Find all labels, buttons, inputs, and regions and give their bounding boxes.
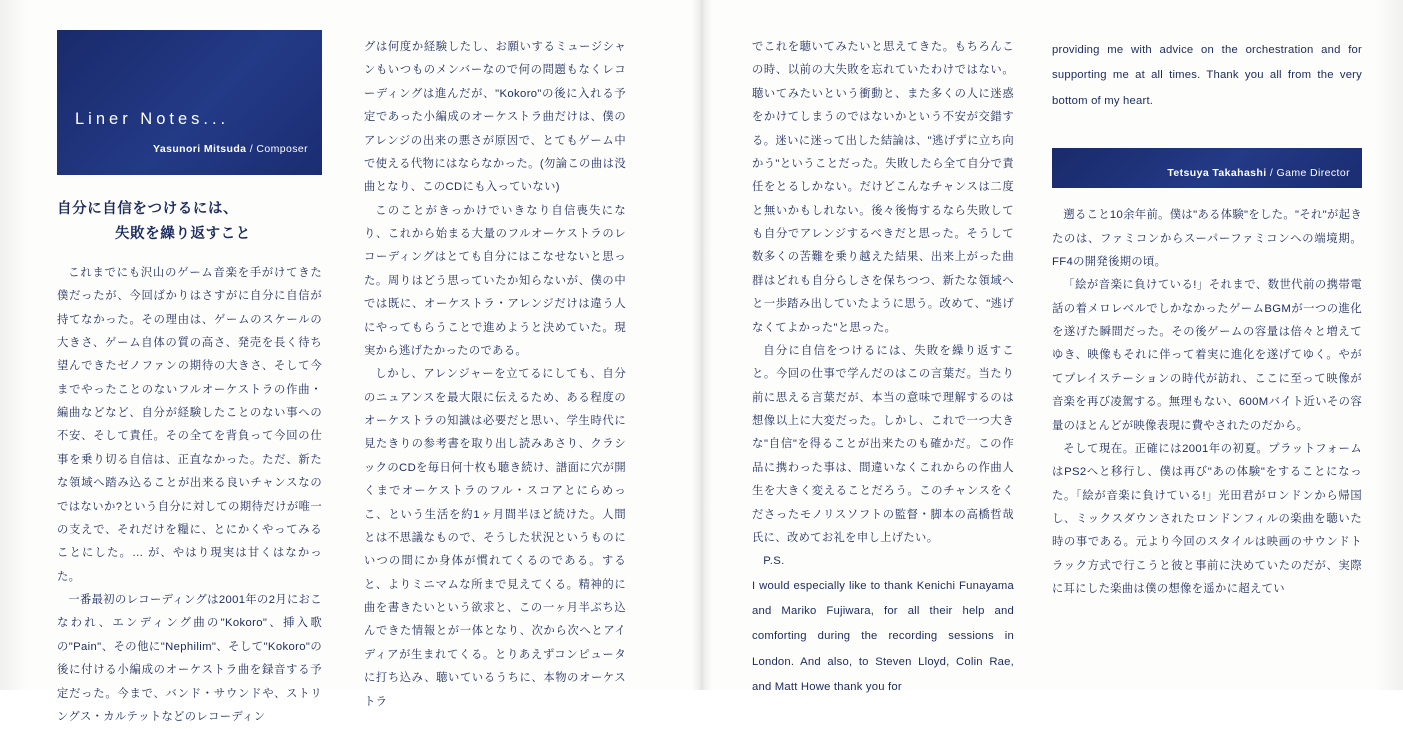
game-director-name: Tetsuya Takahashi xyxy=(1167,167,1267,180)
headline-line-2: 失敗を繰り返すこと xyxy=(115,226,251,243)
composer-role: / Composer xyxy=(249,143,308,155)
paragraph: I would especially like to thank Kenichi Funayama and Mariko Fujiwara, for all their help and comforting during the recording sessions in London. And also, to Steven Lloyd, Colin Rae, and Matt Howe thank you for xyxy=(752,579,1014,694)
game-director-role: / Game Director xyxy=(1269,167,1350,180)
page-gutter-fold xyxy=(692,0,712,690)
paragraph: 自分に自信をつけるには、失敗を繰り返すこと。今回の仕事で学んだのはこの言葉だ。当たり前に思える言葉だが、本当の意味で理解するのは想像以上に大変だった。しかし、これで一つ大きな"自信"を得ることが出来たのも確かだ。この作品に携わった事は、間違いなくこれからの作曲人生を大きく変えることだろう。このチャンスをくださったモノリスソフトの監督・脚本の高橋哲哉氏に、改めてお礼を申し上げたい。 xyxy=(752,344,1014,544)
game-director-credit-bar xyxy=(1052,148,1362,188)
paragraph: 一番最初のレコーディングは2001年の2月におこなわれ、エンディング曲の"Kokoro"、挿入歌の"Pain"、その他に"Nephilim"、そして"Kokoro"の後に付ける小編成のオーケストラ曲を録音する予定だった。今まで、バンド・サウンドや、ストリングス・カルテットなどのレコーディン xyxy=(57,594,322,723)
paragraph: providing me with advice on the orchestration and for supporting me at all times. Thank you all from the very bottom of my heart. xyxy=(1052,44,1362,107)
paragraph: しかし、アレンジャーを立てるにしても、自分のニュアンスを最大限に伝えるため、ある程度のオーケストラの知識は必要だと思い、学生時代に見たきりの参考書を取り出し読みあさり、クラシックのCDを毎日何十枚も聴き続け、譜面に穴が開くまでオーケストラのフル・スコアとにらめっこ、という生活を約1ヶ月間半ほど続けた。人間とは不思議なもので、そうした状況というものにいつの間にか身体が慣れてくるのである。すると、よりミニマムな所まで見えてくる。精神的に曲を書きたいという欲求と、この一ヶ月半ぶち込んできた情報とが一体となり、次から次へとアイディアが生まれてくる。とりあえずコンピュータに打ち込み、聴いているうちに、本物のオーケストラ xyxy=(364,368,626,708)
column-2-body xyxy=(364,36,626,714)
paragraph: これまでにも沢山のゲーム音楽を手がけてきた僕だったが、今回ばかりはさすがに自分に自信が持てなかった。その理由は、ゲームのスケールの大きさ、ゲーム自体の質の高さ、発売を長く待ち望んできたゼノファンの期待の大きさ、そして今までやったことのないフルオーケストラの作曲・編曲などなど、自分が経験したことのない事への不安、そして責任。その全てを背負って今回の仕事を乗り切る自信は、正直なかった。ただ、新たな領域へ踏み込ることが出来る良いチャンスなのではないか?という自分に対しての期待だけが唯一の支えで、それだけを糧に、とにかくやってみることにした。… が、やはり現実は甘くはなかった。 xyxy=(57,266,322,583)
paragraph: そして現在。正確には2001年の初夏。プラットフォームはPS2へと移行し、僕は再び"あの体験"をすることになった。「絵が音楽に負けている!」光田君がロンドンから帰国し、ミックスダウンされたロンドンフィルの楽曲を聴いた時の事である。元より今回のスタイルは映画のサウンドトラック方式で行こうと彼と事前に決めていたのだが、実際に耳にした楽曲は僕の想像を遥かに超えてい xyxy=(1052,442,1362,596)
column-4 xyxy=(1052,0,1362,602)
column-3 xyxy=(752,0,1014,701)
game-director-credit xyxy=(1167,167,1350,179)
paragraph: 「絵が音楽に負けている!」それまで、数世代前の携帯電話の着メロレベルでしかなかったゲームBGMが一つの進化を遂げた瞬間だった。その後ゲームの容量は倍々と増えてゆき、映像もそれに伴って着実に進化を遂げてゆく。やがてプレイステーションの時代が訪れ、ここに至って映像が音楽を再び凌駕する。無理もない、600Mバイト近いその容量のほとんどが映像表現に費やされたのだから。 xyxy=(1052,279,1362,432)
column-2 xyxy=(364,0,626,714)
composer-credit xyxy=(153,143,308,155)
composer-name: Yasunori Mitsuda xyxy=(153,143,247,155)
column-1 xyxy=(57,0,322,729)
column-4-body-japanese xyxy=(1052,204,1362,601)
column-3-body-japanese xyxy=(752,36,1014,574)
ps-label: P.S. xyxy=(763,555,785,568)
page-edge-right-shadow xyxy=(1375,0,1403,690)
paragraph: このことがきっかけでいきなり自信喪失になり、これから始まる大量のフルオーケストラのレコーディングはとても自分にはこなせないと思った。周りはどう思っていたか知らないが、僕の中では既に、オーケストラ・アレンジだけは違う人にやってもらうことで進めようと決めていた。現実から逃げたかったのである。 xyxy=(364,204,626,357)
paragraph: 遡ること10余年前。僕は"ある体験"をした。"それ"が起きたのは、ファミコンからスーパーファミコンへの端境期。FF4の開発後期の頃。 xyxy=(1052,209,1362,268)
column-1-body xyxy=(57,262,322,729)
article-headline xyxy=(57,197,322,248)
page-edge-left-shadow xyxy=(0,0,28,690)
page-title: Liner Notes... xyxy=(75,110,230,128)
headline-line-1: 自分に自信をつけるには、 xyxy=(57,201,239,217)
paragraph: グは何度か経験したし、お願いするミュージシャンもいつものメンバーなので何の問題もなくレコーディングは進んだが、"Kokoro"の後に入れる予定であった小編成のオーケストラ曲だけは、僕のアレンジの出来の悪さが原因で、とてもゲーム中で使える代物にはならなかった。(勿論この曲は没曲となり、このCDにも入っていない) xyxy=(364,41,626,194)
liner-notes-title-plate xyxy=(57,30,322,175)
paragraph: でこれを聴いてみたいと思えてきた。もちろんこの時、以前の大失敗を忘れていたわけではない。聴いてみたいという衝動と、また多くの人に迷惑をかけてしまうのではないかという不安が交錯する。迷いに迷って出した結論は、"逃げずに立ち向かう"ということだった。失敗したら全て自分で責任をとるしかない。だけどこんなチャンスは二度と無いかもしれない。後々後悔するなら失敗しても自分でアレンジするべきだと思った。そうして数多くの苦難を乗り越えた結果、出来上がった曲群はどれも自分らしさを保ちつつ、新たな領域へと一歩踏み出していたように思う。改めて、"逃げなくてよかった"と思った。 xyxy=(752,41,1014,334)
column-3-body-english xyxy=(752,574,1014,701)
column-4-body-english xyxy=(1052,38,1362,114)
